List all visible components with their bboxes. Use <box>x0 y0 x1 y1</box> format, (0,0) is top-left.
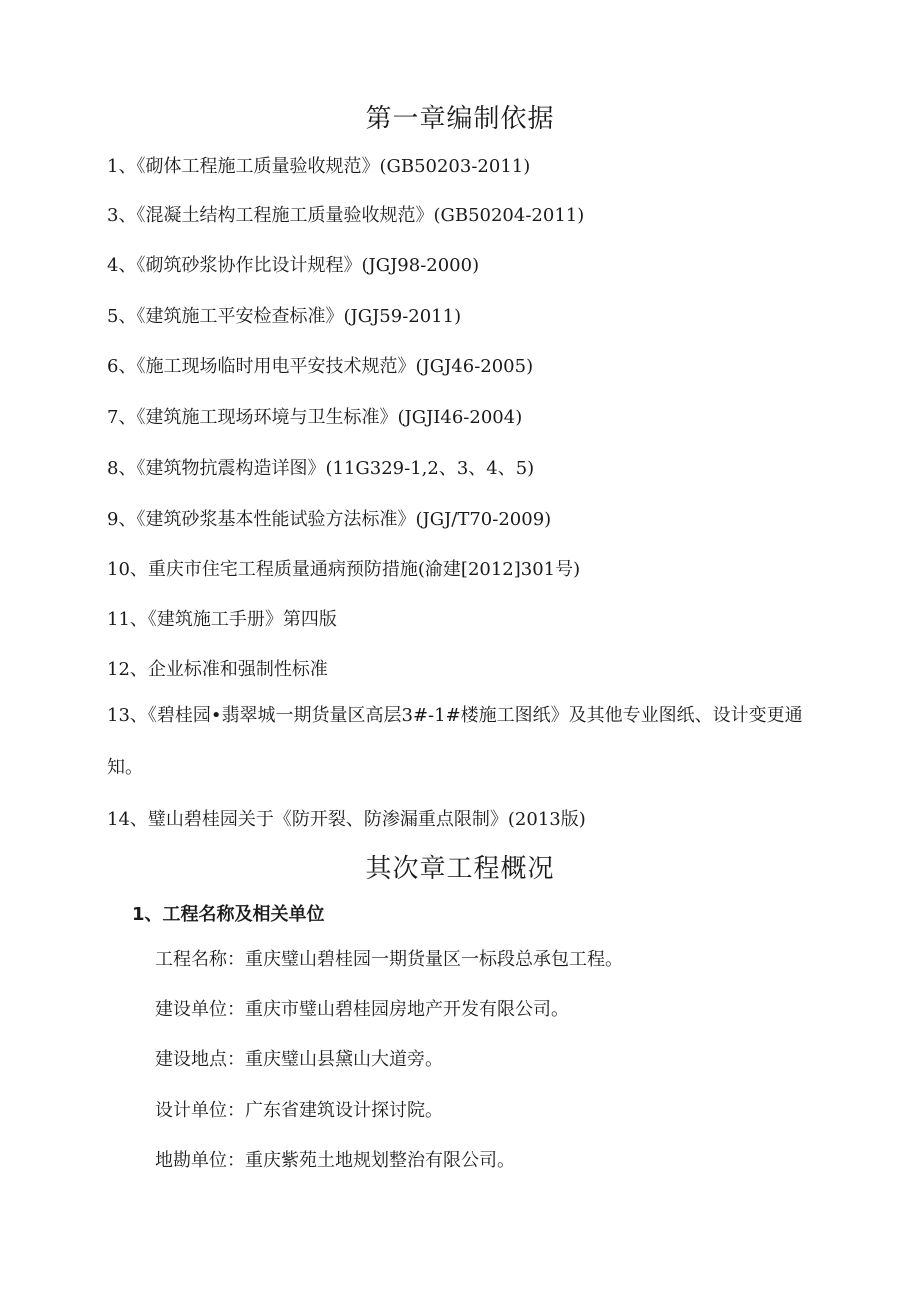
reference-item: 7、《建筑施工现场环境与卫生标准》(JGJI46-2004) <box>107 407 523 428</box>
client-unit-line: 建设单位：重庆市璧山碧桂园房地产开发有限公司。 <box>155 999 569 1020</box>
survey-unit-line: 地勘单位：重庆紫苑土地规划整治有限公司。 <box>155 1150 515 1171</box>
reference-item: 8、《建筑物抗震构造详图》(11G329-1,2、3、4、5) <box>107 458 535 479</box>
reference-item: 12、企业标准和强制性标准 <box>107 659 328 680</box>
site-location-line: 建设地点：重庆璧山县黛山大道旁。 <box>155 1049 443 1070</box>
chapter-1-title: 第一章编制依据 <box>365 104 555 134</box>
reference-item: 5、《建筑施工平安检查标准》(JGJ59-2011) <box>107 306 462 327</box>
reference-item: 13、《碧桂园•翡翠城一期货量区高层3#-1#楼施工图纸》及其他专业图纸、设计变更通知。 <box>107 705 803 778</box>
chapter-2-title: 其次章工程概况 <box>365 854 555 884</box>
section-heading: 1、工程名称及相关单位 <box>132 904 325 925</box>
reference-item: 10、重庆市住宅工程质量通病预防措施(渝建[2012]301号) <box>107 559 581 580</box>
reference-item: 3、《混凝土结构工程施工质量验收规范》(GB50204-2011) <box>107 205 585 226</box>
reference-item: 4、《砌筑砂浆协作比设计规程》(JGJ98-2000) <box>107 255 480 276</box>
design-unit-line: 设计单位：广东省建筑设计探讨院。 <box>155 1100 443 1121</box>
reference-item: 9、《建筑砂浆基本性能试验方法标准》(JGJ/T70-2009) <box>107 509 552 530</box>
reference-item: 6、《施工现场临时用电平安技术规范》(JGJ46-2005) <box>107 356 534 377</box>
project-name-line: 工程名称：重庆璧山碧桂园一期货量区一标段总承包工程。 <box>155 949 623 970</box>
reference-item: 1、《砌体工程施工质量验收规范》(GB50203-2011) <box>107 156 531 177</box>
reference-item: 11、《建筑施工手册》第四版 <box>107 609 337 630</box>
reference-item: 14、璧山碧桂园关于《防开裂、防渗漏重点限制》(2013版) <box>107 809 586 830</box>
